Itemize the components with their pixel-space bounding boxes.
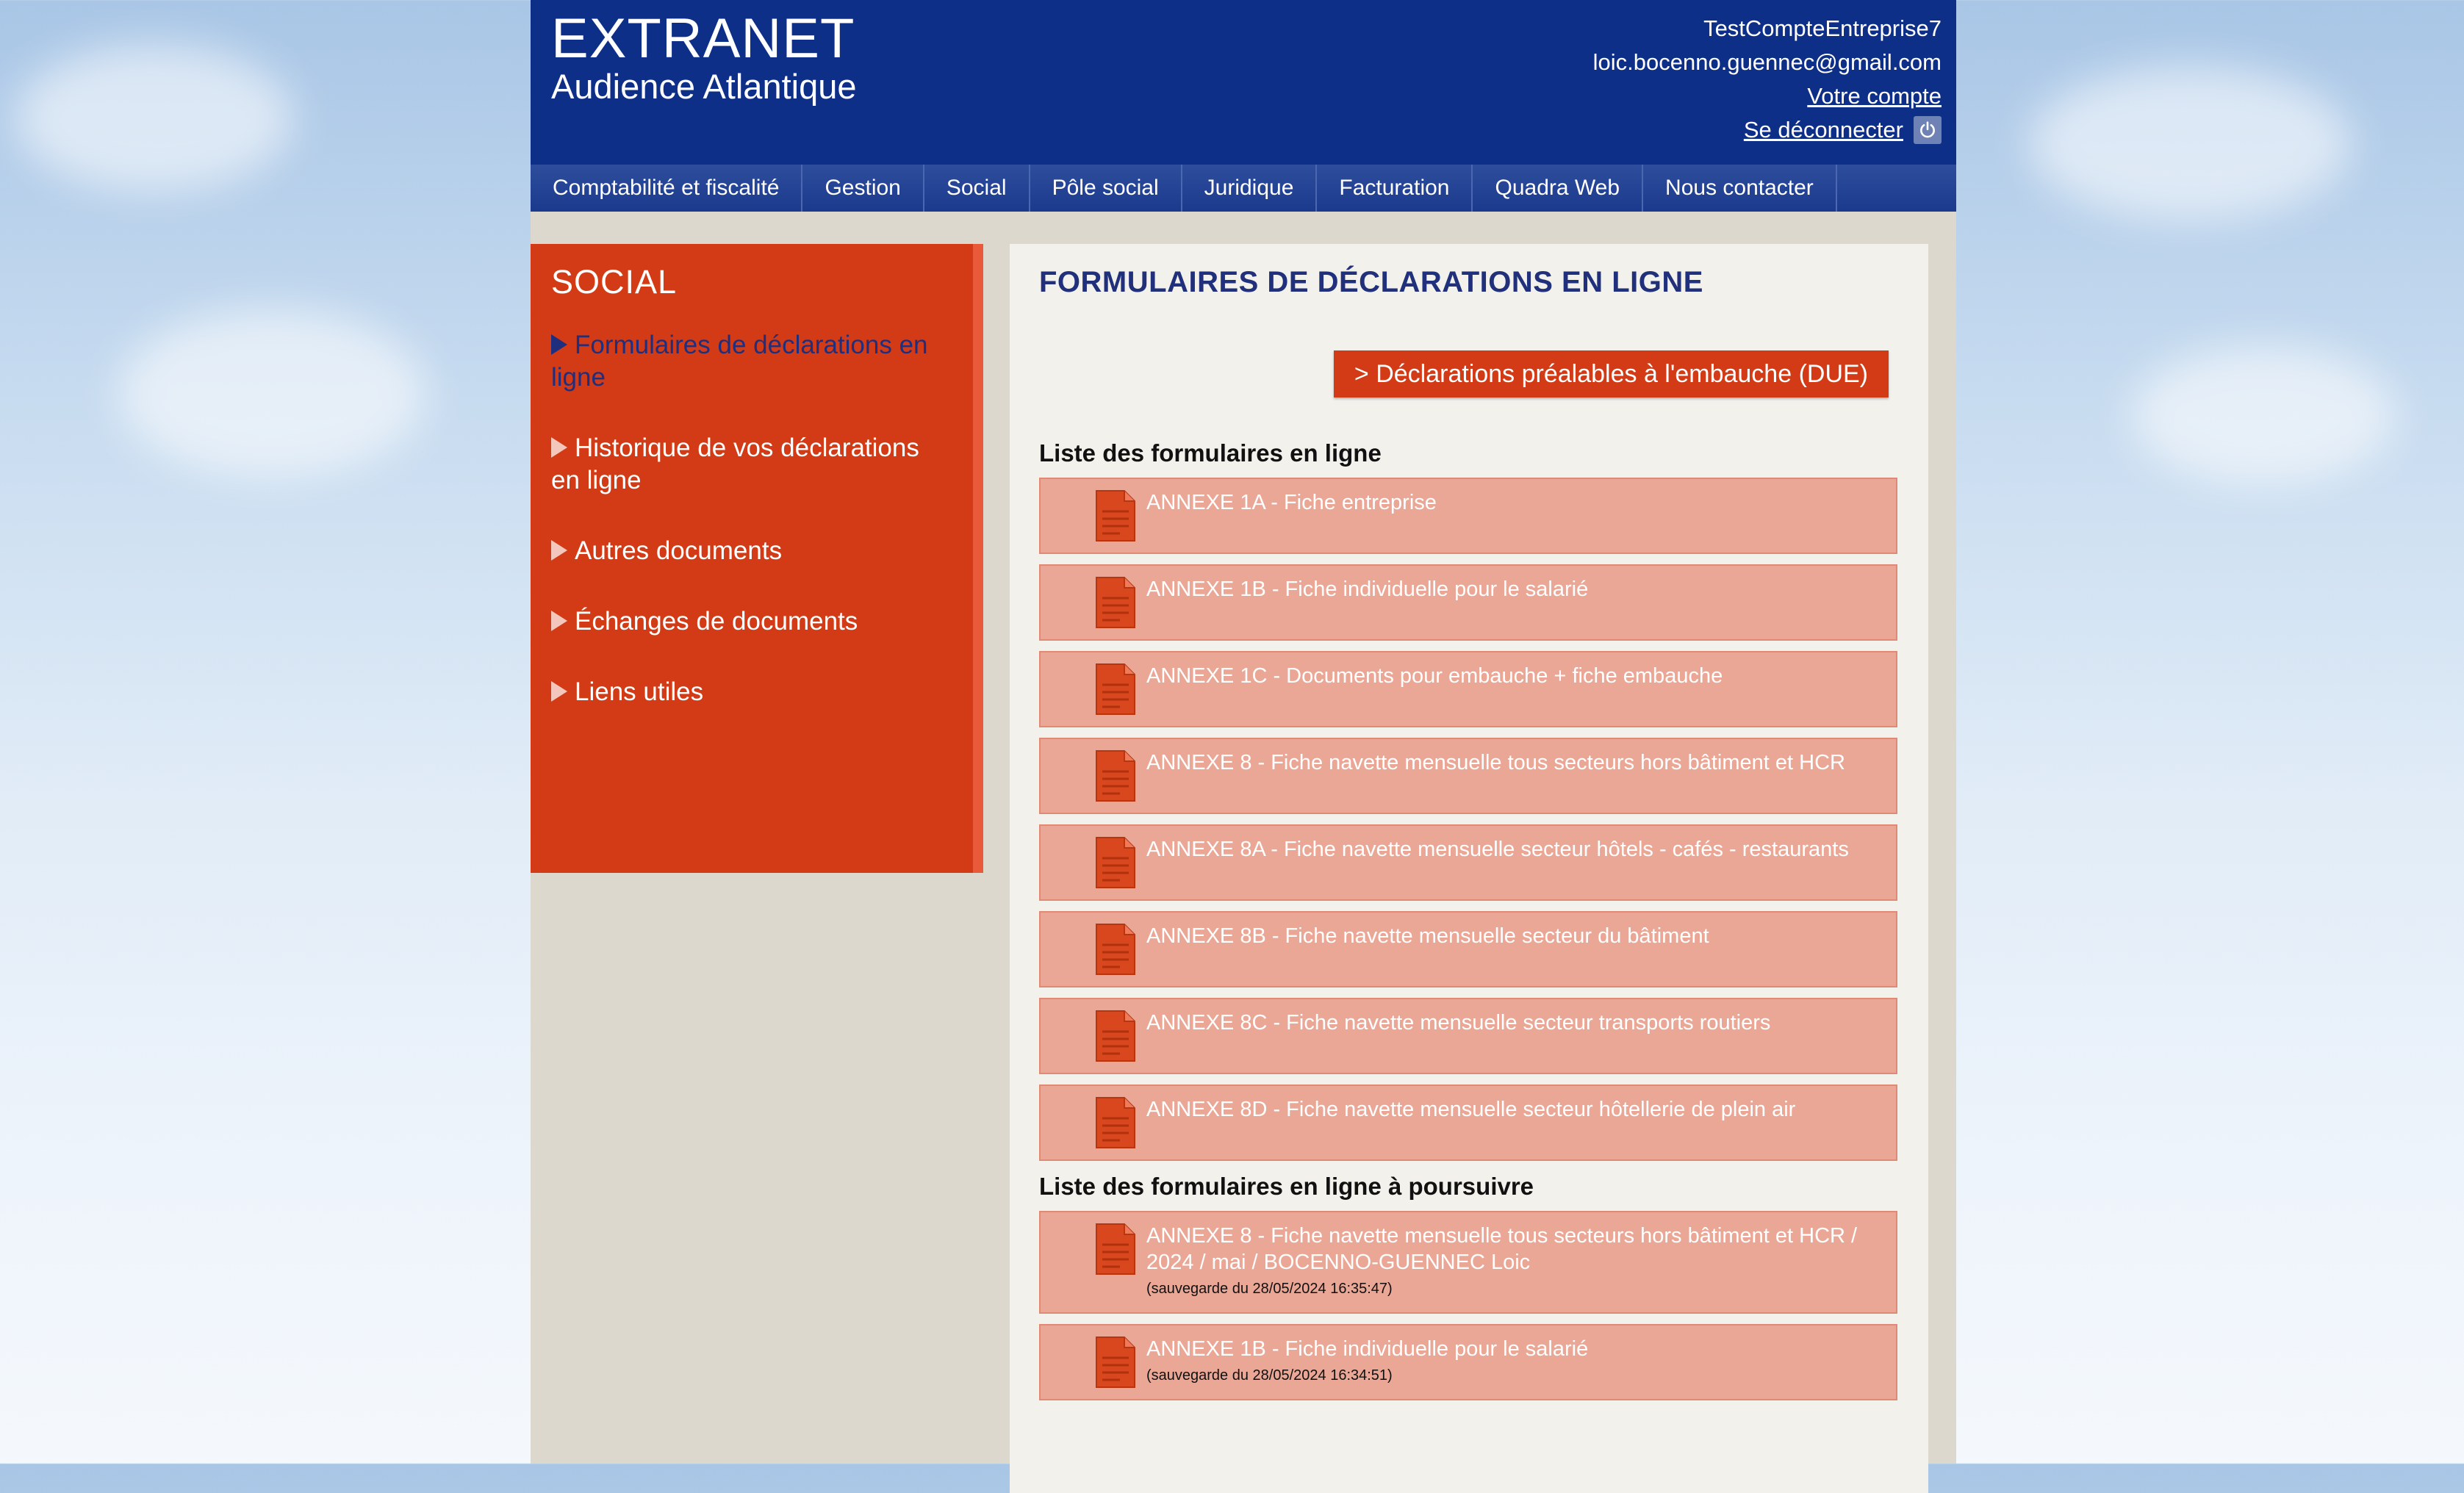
form-label: ANNEXE 8D - Fiche navette mensuelle secteur hôtellerie de plein air xyxy=(1146,1098,1796,1121)
sidebar-title: SOCIAL xyxy=(551,263,678,301)
document-icon xyxy=(1095,1010,1136,1062)
company-name: TestCompteEntreprise7 xyxy=(1703,15,1942,41)
form-label: ANNEXE 1B - Fiche individuelle pour le salarié xyxy=(1146,1337,1589,1361)
document-icon xyxy=(1095,1096,1136,1149)
document-icon xyxy=(1095,576,1136,629)
form-label-wrap xyxy=(1146,1336,1889,1386)
form-row[interactable] xyxy=(1039,1324,1897,1400)
sidebar-item-autres-documents[interactable] xyxy=(551,535,948,567)
sidebar-item-historique[interactable] xyxy=(551,432,948,497)
cloud xyxy=(2028,66,2352,220)
form-row[interactable] xyxy=(1039,911,1897,987)
form-row[interactable] xyxy=(1039,1084,1897,1161)
form-label-wrap xyxy=(1146,1096,1889,1123)
document-icon xyxy=(1095,489,1136,542)
form-label-wrap xyxy=(1146,489,1889,516)
cloud xyxy=(118,309,426,478)
main-content xyxy=(1010,244,1928,1493)
sidebar-menu xyxy=(551,329,948,746)
logout-link[interactable]: Se déconnecter xyxy=(1743,117,1903,143)
form-label-wrap xyxy=(1146,923,1889,949)
sidebar-item-formulaires[interactable] xyxy=(551,329,948,394)
power-icon[interactable] xyxy=(1914,116,1942,144)
pending-forms-heading: Liste des formulaires en ligne à poursuivre xyxy=(1039,1173,1534,1200)
form-label-wrap xyxy=(1146,1223,1889,1299)
form-row[interactable] xyxy=(1039,1211,1897,1314)
pending-forms-list xyxy=(1039,1211,1897,1411)
form-label-wrap xyxy=(1146,749,1889,776)
account-link[interactable]: Votre compte xyxy=(1807,83,1942,109)
sidebar-item-label: Échanges de documents xyxy=(575,607,858,636)
form-label: ANNEXE 8B - Fiche navette mensuelle secteur du bâtiment xyxy=(1146,924,1709,948)
sidebar xyxy=(531,244,973,873)
document-icon xyxy=(1095,923,1136,976)
sidebar-item-echanges[interactable] xyxy=(551,605,948,638)
form-label: ANNEXE 1A - Fiche entreprise xyxy=(1146,491,1437,514)
triangle-right-icon xyxy=(551,611,567,631)
sidebar-item-liens-utiles[interactable] xyxy=(551,676,948,708)
document-icon xyxy=(1095,663,1136,716)
triangle-right-icon xyxy=(551,437,567,458)
form-row[interactable] xyxy=(1039,824,1897,901)
form-label: ANNEXE 8A - Fiche navette mensuelle secteur hôtels - cafés - restaurants xyxy=(1146,838,1849,861)
user-email: loic.bocenno.guennec@gmail.com xyxy=(1592,49,1942,75)
nav-item-quadra-web[interactable]: Quadra Web xyxy=(1473,165,1643,212)
sidebar-item-label: Autres documents xyxy=(575,536,783,565)
page-title: FORMULAIRES DE DÉCLARATIONS EN LIGNE xyxy=(1039,266,1703,298)
form-row[interactable] xyxy=(1039,651,1897,727)
document-icon xyxy=(1095,1223,1136,1276)
main-nav xyxy=(531,165,1956,212)
sidebar-item-label: Historique de vos déclarations en ligne xyxy=(551,433,919,494)
triangle-right-icon xyxy=(551,334,567,355)
form-row[interactable] xyxy=(1039,738,1897,814)
nav-item-contact[interactable]: Nous contacter xyxy=(1643,165,1837,212)
document-icon xyxy=(1095,1336,1136,1389)
form-label-wrap xyxy=(1146,663,1889,689)
form-label-wrap xyxy=(1146,576,1889,602)
form-label: ANNEXE 8 - Fiche navette mensuelle tous secteurs hors bâtiment et HCR / 2024 / mai / BOCENNO-GUENNEC Loic xyxy=(1146,1224,1858,1274)
sidebar-item-label: Liens utiles xyxy=(575,677,704,706)
form-row[interactable] xyxy=(1039,478,1897,554)
form-label: ANNEXE 8C - Fiche navette mensuelle secteur transports routiers xyxy=(1146,1011,1771,1035)
nav-item-juridique[interactable]: Juridique xyxy=(1182,165,1318,212)
nav-item-social[interactable]: Social xyxy=(924,165,1030,212)
site-title: EXTRANET xyxy=(551,7,855,70)
form-label: ANNEXE 8 - Fiche navette mensuelle tous secteurs hors bâtiment et HCR xyxy=(1146,751,1845,774)
form-row[interactable] xyxy=(1039,998,1897,1074)
sidebar-item-label: Formulaires de déclarations en ligne xyxy=(551,331,928,392)
form-saved-date: (sauvegarde du 28/05/2024 16:34:51) xyxy=(1146,1367,1393,1384)
document-icon xyxy=(1095,749,1136,802)
page-container xyxy=(531,0,1956,1464)
site-subtitle: Audience Atlantique xyxy=(551,67,857,106)
form-label: ANNEXE 1C - Documents pour embauche + fiche embauche xyxy=(1146,664,1723,688)
nav-item-gestion[interactable]: Gestion xyxy=(802,165,924,212)
document-icon xyxy=(1095,836,1136,889)
form-label: ANNEXE 1B - Fiche individuelle pour le salarié xyxy=(1146,578,1589,601)
nav-item-pole-social[interactable]: Pôle social xyxy=(1030,165,1182,212)
form-saved-date: (sauvegarde du 28/05/2024 16:35:47) xyxy=(1146,1281,1393,1297)
site-header xyxy=(531,0,1956,165)
cloud xyxy=(15,44,294,191)
form-label-wrap xyxy=(1146,836,1889,863)
form-label-wrap xyxy=(1146,1010,1889,1036)
user-panel xyxy=(1593,12,1942,147)
online-forms-heading: Liste des formulaires en ligne xyxy=(1039,439,1382,467)
triangle-right-icon xyxy=(551,681,567,702)
due-button[interactable]: > Déclarations préalables à l'embauche (DUE) xyxy=(1334,350,1889,397)
online-forms-list xyxy=(1039,478,1897,1171)
cloud xyxy=(2131,345,2396,485)
form-row[interactable] xyxy=(1039,564,1897,641)
nav-item-comptabilite[interactable]: Comptabilité et fiscalité xyxy=(531,165,802,212)
nav-item-facturation[interactable]: Facturation xyxy=(1317,165,1473,212)
triangle-right-icon xyxy=(551,540,567,561)
